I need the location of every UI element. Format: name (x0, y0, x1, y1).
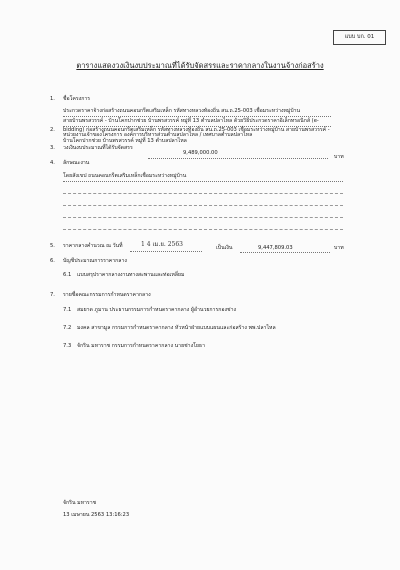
section-2-number: 2. (50, 127, 55, 133)
committee-member-1: สมยาด ภูมาน ประธานกรรมการกำหนดราคากลาง ผู้อำนวยการกองช่าง (77, 307, 237, 313)
section-7-label: รายชื่อคณะกรรมการกำหนดราคากลาง (63, 292, 151, 298)
section-1-number: 1. (50, 96, 55, 102)
section-7-number: 7. (50, 292, 55, 298)
section-5-label: ราคากลางคำนวณ ณ วันที่ (63, 243, 123, 249)
committee-member-1-number: 7.1 (63, 307, 72, 313)
section-3-number: 3. (50, 145, 55, 151)
section-4-dashed-line-2 (63, 193, 343, 194)
section-3-dotted-line (148, 158, 328, 159)
committee-member-3: จักริน มหาราช กรรมการกำหนดราคากลาง นายช่างโยธา (77, 343, 206, 349)
section-6-number: 6. (50, 258, 55, 264)
section-3-label: วงเงินงบประมาณที่ได้รับจัดสรร (63, 145, 133, 151)
section-1-dotted-line-1 (63, 116, 331, 117)
section-3-unit: บาท (334, 154, 344, 160)
section-4-dashed-line-3 (63, 205, 343, 206)
section-2-line-2: บ้านโคกปากช่วย บ้านพรสวรรค์ หมู่ที่ 13 ตำบลปลาไหล (63, 138, 187, 144)
committee-member-3-number: 7.3 (63, 343, 72, 349)
section-6-label: บัญชีประมาณการราคากลาง (63, 258, 127, 264)
footer-timestamp: 13 เมษายน 2563 13:16:23 (63, 512, 130, 518)
section-4-number: 4. (50, 160, 55, 166)
form-code-box: แบบ บก. 01 (333, 30, 386, 45)
section-1-line-1: ประกวดราคาจ้างก่อสร้างถนนคอนกรีตเสริมเหล็ก รหัสทางหลวงท้องถิ่น สน.ถ.25-003 เชื่อมระหว่างหมู่บ้าน (63, 108, 301, 114)
section-4-dotted-line-1 (63, 181, 343, 182)
section-5-amount-dotted-line (240, 252, 330, 253)
calculation-date-handwritten: 1 4 เม.ย. 2563 (141, 241, 183, 248)
section-5-amount-label: เป็นเงิน (216, 245, 233, 251)
section-5-unit: บาท (334, 245, 344, 251)
section-2-line-1: หน่วยงานเจ้าของโครงการ องค์การบริหารส่วนตำบลปลาไหล / เทศบาลตำบลปลาไหล (63, 132, 253, 138)
footer-name: จักริน มหาราช (63, 500, 97, 506)
document-title: ตารางแสดงวงเงินงบประมาณที่ได้รับจัดสรรและราคากลางในงานจ้างก่อสร้าง (76, 61, 324, 70)
section-1-line-3: bidding) ก่อสร้างถนนคอนกรีตเสริมเหล็ก รหัสทางหลวงท้องถิ่น สน.ถ.25-003 เชื่อมระหว่างหมู่บ้าน สายบ้านพรสวรรค์ - (63, 127, 330, 133)
committee-member-2: มงคล สาขามูล กรรมการกำหนดราคากลาง หัวหน้าฝ่ายแบบแผนและก่อสร้าง พพ.ปลาไหล (77, 325, 276, 331)
section-1-label: ชื่อโครงการ (63, 96, 91, 102)
section-6-item-1-text: แบบสรุปราคากลางงานทางสะพานและท่อเหลี่ยม (77, 272, 185, 278)
median-price-amount: 9,447,809.03 (258, 245, 293, 251)
section-5-date-dotted-line (130, 251, 202, 252)
section-6-item-1-number: 6.1 (63, 272, 72, 278)
section-4-line-1: โดยสังเขป ถนนคอนกรีตเสริมเหล็กเชื่อมระหว่างหมู่บ้าน (63, 173, 187, 179)
section-5-number: 5. (50, 243, 55, 249)
section-4-dashed-line-5 (63, 229, 343, 230)
allocated-budget-value: 9,489,000.00 (183, 150, 218, 156)
section-4-dashed-line-4 (63, 217, 343, 218)
committee-member-2-number: 7.2 (63, 325, 72, 331)
section-1-line-2: สายบ้านพรสวรรค์ - บ้านโคกปากช่วย บ้านพรสวรรค์ หมู่ที่ 13 ตำบลปลาไหล ด้วยวิธีประกวดราคาอิเล็กทรอนิกส์ (e- (63, 118, 319, 124)
section-4-label: ลักษณะงาน (63, 160, 90, 166)
